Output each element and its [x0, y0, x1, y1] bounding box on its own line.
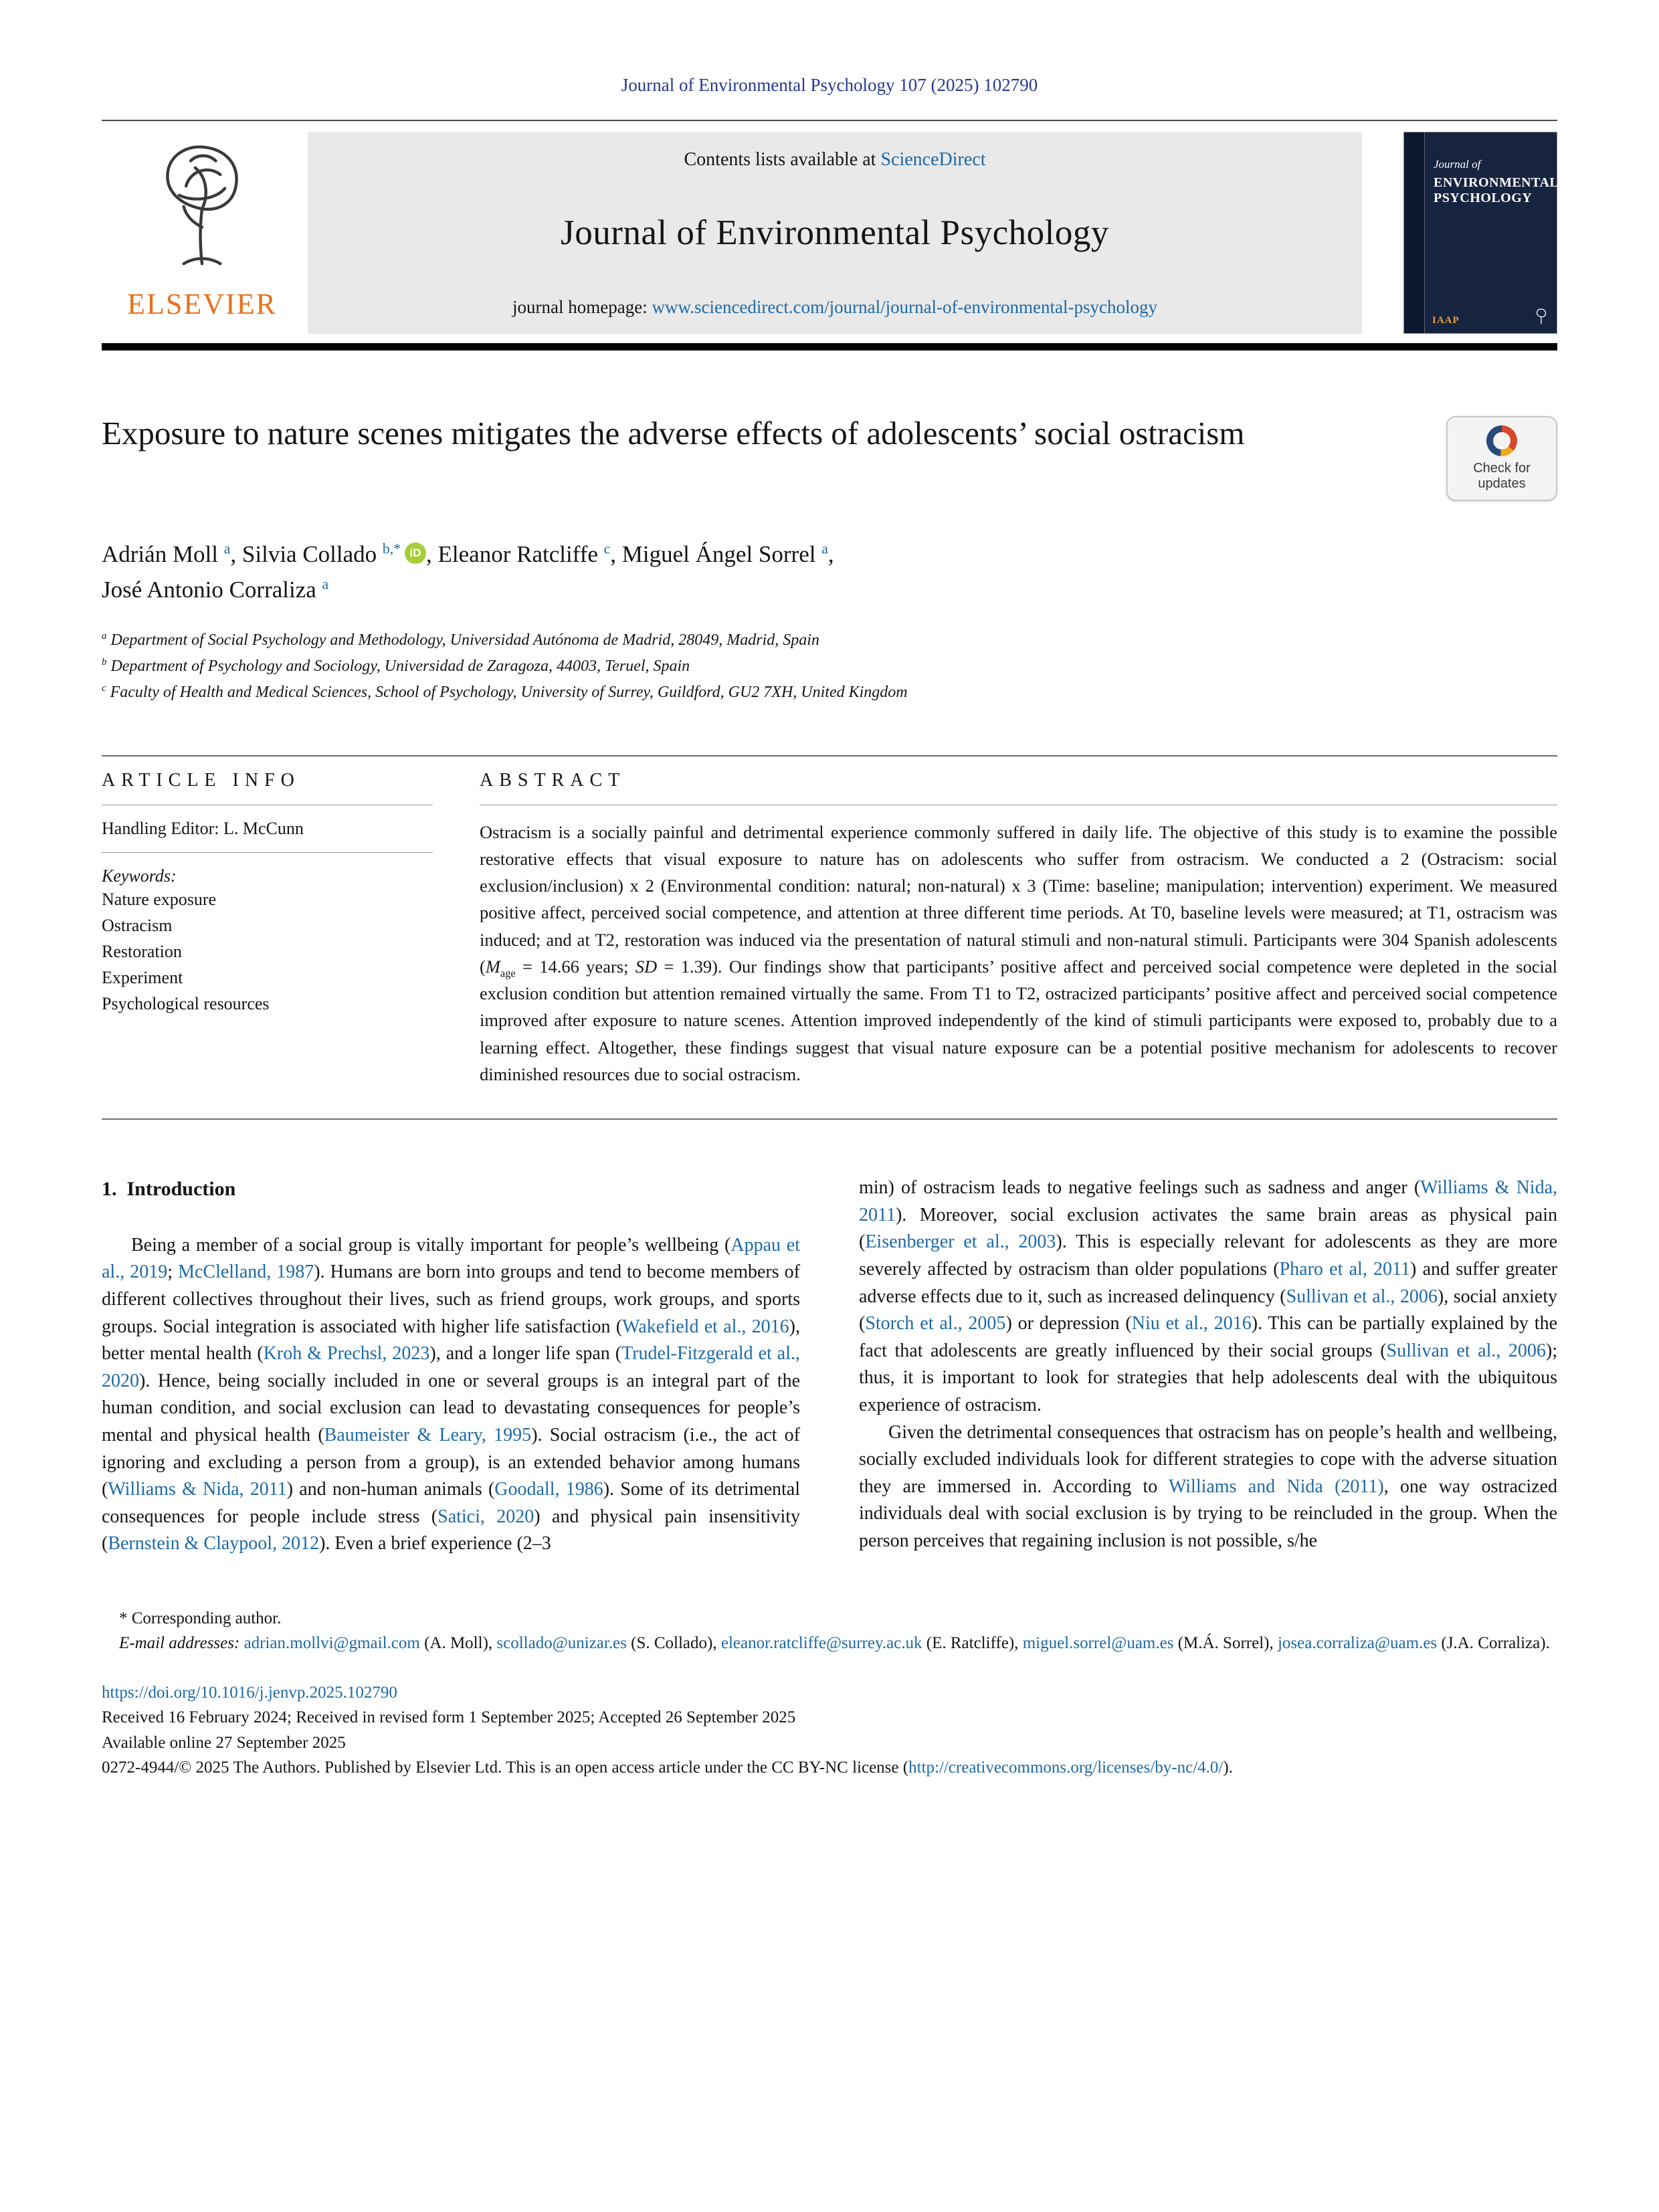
elsevier-tree-icon [132, 136, 272, 284]
homepage-prefix: journal homepage: [512, 297, 652, 317]
affiliation-b-text: Department of Psychology and Sociology, Universidad de Zaragoza, 44003, Teruel, Spain [106, 657, 690, 675]
copyright-line: 0272-4944/© 2025 The Authors. Published by Elsevier Ltd. This is an open access article under the CC BY-NC license (http://creativecommons.org/licenses/by-nc/4.0/). [102, 1758, 1233, 1777]
link[interactable]: Eisenberger et al., 2003 [865, 1231, 1056, 1253]
section-number: 1. [102, 1178, 117, 1201]
cover-spine [1404, 132, 1425, 333]
abstract-column [480, 770, 1557, 1088]
keyword: Experiment [102, 967, 183, 987]
orcid-icon[interactable]: iD [405, 542, 426, 564]
link[interactable]: josea.corraliza@uam.es [1277, 1634, 1438, 1653]
keywords-label: Keywords: [102, 866, 177, 886]
link[interactable]: Wakefield et al., 2016 [622, 1316, 789, 1337]
affiliation-c-text: Faculty of Health and Medical Sciences, School of Psychology, University of Surrey, Guildford, GU2 7XH, United Kingdom [106, 683, 908, 701]
cover-title-block [1434, 158, 1559, 206]
affiliation-b-sup: b [102, 656, 107, 668]
link[interactable]: Kroh & Prechsl, 2023 [263, 1343, 430, 1365]
link[interactable]: b,* [382, 540, 401, 557]
elsevier-logo[interactable] [102, 132, 302, 334]
link[interactable]: Trudel-Fitzgerald et al., 2020 [102, 1343, 800, 1391]
abstract-header: ABSTRACT [480, 769, 626, 791]
email-addresses: E-mail addresses: adrian.mollvi@gmail.com (A. Moll), scollado@unizar.es (S. Collado), eleanor.ratcliffe@surrey.ac.uk (E. Ratcliffe), miguel.sorrel@uam.es (M.Á. Sorrel), josea.corraliza@uam.es (J.A. Corraliza). [119, 1634, 1550, 1653]
iaap-logo: IAAP [1432, 315, 1460, 326]
abstract-text: Ostracism is a socially painful and detrimental experience commonly suffered in daily life. The objective of this study is to examine the possible restorative effects that visual exposure to nature has on adolescents who suffer from ostracism. We conducted a 2 (Ostracism: social exclusion/inclusion) x 2 (Environmental condition: natural; non-natural) x 3 (Time: baseline; manipulation; intervention) experiment. We measured positive affect, perceived social competence, and attention at three different time periods. At T0, baseline levels were measured; at T1, ostracism was induced; and at T2, restoration was induced via the presentation of natural stimuli and non-natural stimuli. Participants were 304 Spanish adolescents ($M_{age} = 14.66$ years; SD = 1.39). Our findings show that participants’ positive affect and perceived social competence were depleted in the social exclusion condition but attention remained virtually the same. From T1 to T2, ostracized participants’ positive affect and perceived social competence improved after exposure to nature scenes. Attention improved independently of the kind of stimuli participants were exposed to, probably due to a learning effect. Altogether, these findings suggest that visual nature exposure can be a potential positive mechanism for adolescents to recover diminished resources due to social ostracism. [480, 821, 1557, 1085]
link[interactable]: Pharo et al, 2011 [1279, 1259, 1411, 1280]
author-list: Adrián Moll $^a$, Silvia Collado $^{b,*}$ iD , Eleanor Ratcliffe $^c$, Miguel Ángel Sorrel $^a$, José Antonio Corraliza $^a$ [102, 540, 834, 603]
journal-reference: Journal of Environmental Psychology 107 (2025) 102790 [621, 75, 1038, 95]
keyword: Ostracism [102, 915, 173, 935]
link[interactable]: Sullivan et al., 2006 [1386, 1340, 1546, 1361]
article-info-column [102, 770, 480, 1088]
header-rule [102, 343, 1557, 350]
cover-footer [1432, 308, 1550, 326]
link[interactable]: Baumeister & Leary, 1995 [324, 1424, 532, 1445]
section-heading-introduction [102, 1175, 800, 1204]
link[interactable]: eleanor.ratcliffe@surrey.ac.uk [720, 1634, 922, 1653]
homepage-line [328, 297, 1342, 318]
received-dates: Received 16 February 2024; Received in revised form 1 September 2025; Accepted 26 September 2025 [102, 1708, 796, 1727]
contents-line [328, 149, 1342, 171]
journal-header-row [102, 121, 1557, 343]
keyword: Restoration [102, 941, 182, 961]
cover-psychology: PSYCHOLOGY [1434, 191, 1533, 205]
badge-line2: updates [1478, 476, 1526, 491]
affiliations [102, 627, 1557, 706]
link[interactable]: Satici, 2020 [437, 1506, 534, 1527]
check-updates-label [1473, 461, 1531, 492]
divider [102, 852, 433, 853]
section-title: Introduction [126, 1178, 236, 1201]
link[interactable]: a [223, 540, 231, 557]
badge-line1: Check for [1473, 461, 1531, 476]
article-body [102, 1175, 1557, 1558]
crossmark-icon [1486, 425, 1517, 456]
journal-banner [308, 132, 1362, 334]
link[interactable]: Bernstein & Claypool, 2012 [108, 1533, 320, 1554]
affiliation-a-text: Department of Social Psychology and Methodology, Universidad Autónoma de Madrid, 28049, Madrid, Spain [106, 631, 819, 649]
link[interactable]: Williams and Nida (2011) [1168, 1476, 1384, 1497]
doi-link[interactable]: https://doi.org/10.1016/j.jenvp.2025.102790 [102, 1683, 397, 1702]
title-row [102, 411, 1557, 501]
cover-elsevier-mark-icon [1533, 308, 1550, 326]
link[interactable]: adrian.mollvi@gmail.com [243, 1634, 420, 1653]
cover-journal-of: Journal of [1434, 158, 1481, 171]
body-column-right [859, 1175, 1557, 1558]
affiliation-c [102, 680, 1557, 706]
homepage-link[interactable]: www.sciencedirect.com/journal/journal-of-environmental-psychology [652, 297, 1157, 317]
available-online: Available online 27 September 2025 [102, 1733, 346, 1752]
intro-paragraph: Being a member of a social group is vitally important for people’s wellbeing (Appau et al., 2019; McClelland, 1987). Humans are born into groups and tend to become members of different collectives throughout their lives, such as friend groups, work groups, and sports groups. Social integration is associated with higher life satisfaction (Wakefield et al., 2016), better mental health (Kroh & Prechsl, 2023), and a longer life span (Trudel-Fitzgerald et al., 2020). Hence, being socially included in one or several groups is an integral part of the human condition, and social exclusion can lead to devastating consequences for people’s mental and physical health (Baumeister & Leary, 1995). Social ostracism (i.e., the act of ignoring and excluding a person from a group), is an extended behavior among humans (Williams & Nida, 2011) and non-human animals (Goodall, 1986). Some of its detrimental consequences for people include stress (Satici, 2020) and physical pain insensitivity (Bernstein & Claypool, 2012). Even a brief experience (2–3 [102, 1234, 800, 1554]
handling-editor: Handling Editor: L. McCunn [102, 818, 304, 838]
affiliation-b [102, 653, 1557, 680]
link[interactable]: c [603, 540, 611, 557]
journal-cover-thumbnail[interactable] [1403, 132, 1557, 334]
link[interactable]: http://creativecommons.org/licenses/by-nc/4.0/ [908, 1758, 1224, 1777]
corresponding-author-note: * Corresponding author. [119, 1609, 282, 1627]
contents-prefix: Contents lists available at [684, 149, 881, 170]
check-updates-badge[interactable] [1446, 416, 1557, 501]
affiliation-a-sup: a [102, 631, 107, 641]
article-title: Exposure to nature scenes mitigates the adverse effects of adolescents’ social ostracism [102, 415, 1245, 451]
link[interactable]: Sullivan et al., 2006 [1286, 1286, 1438, 1307]
footnotes [102, 1606, 1557, 1781]
keyword: Nature exposure [102, 889, 217, 909]
article-info-header: ARTICLE INFO [102, 769, 300, 791]
sciencedirect-link[interactable]: ScienceDirect [880, 149, 986, 170]
link[interactable]: miguel.sorrel@uam.es [1022, 1634, 1174, 1653]
journal-title: Journal of Environmental Psychology [561, 213, 1109, 252]
body-column-left [102, 1175, 800, 1558]
link[interactable]: scollado@unizar.es [496, 1634, 627, 1653]
link[interactable]: Niu et al., 2016 [1131, 1313, 1252, 1334]
keyword: Psychological resources [102, 993, 270, 1013]
link[interactable]: Williams & Nida, 2011 [108, 1479, 287, 1500]
link[interactable]: McClelland, 1987 [178, 1262, 314, 1283]
link[interactable]: Goodall, 1986 [494, 1479, 603, 1500]
link[interactable]: a [821, 540, 828, 557]
intro-paragraph-2: Given the detrimental consequences that ostracism has on people’s health and wellbeing, socially excluded individuals look for different strategies to cope with the adverse situation they are immersed in. According to Williams and Nida (2011), one way ostracized individuals deal with social exclusion is by trying to be reincluded in the group. When the person perceives that regaining inclusion is not possible, s/he [859, 1421, 1557, 1551]
link[interactable]: Storch et al., 2005 [865, 1313, 1006, 1334]
intro-paragraph-continued: min) of ostracism leads to negative feelings such as sadness and anger (Williams & Nida, 2011). Moreover, social exclusion activates the same brain areas as physical pain (Eisenberger et al., 2003). This is especially relevant for adolescents as they are more severely affected by ostracism than older populations (Pharo et al, 2011) and suffer greater adverse effects due to it, such as increased delinquency (Sullivan et al., 2006), social anxiety (Storch et al., 2005) or depression (Niu et al., 2016). This can be partially explained by the fact that adolescents are greatly influenced by their social groups (Sullivan et al., 2006); thus, it is important to look for strategies that help adolescents deal with the ubiquitous experience of ostracism. [859, 1177, 1557, 1416]
affiliation-c-sup: c [102, 682, 106, 694]
link[interactable]: Appau et al., 2019 [102, 1234, 800, 1283]
doi-line [102, 1680, 1557, 1706]
link[interactable]: a [322, 575, 329, 592]
elsevier-wordmark: ELSEVIER [127, 288, 277, 320]
link[interactable]: Williams & Nida, 2011 [859, 1177, 1557, 1225]
cover-environmental: ENVIRONMENTAL [1434, 175, 1559, 190]
affiliation-a [102, 627, 1557, 653]
journal-header [102, 120, 1557, 350]
article-info-abstract-block [102, 755, 1557, 1120]
